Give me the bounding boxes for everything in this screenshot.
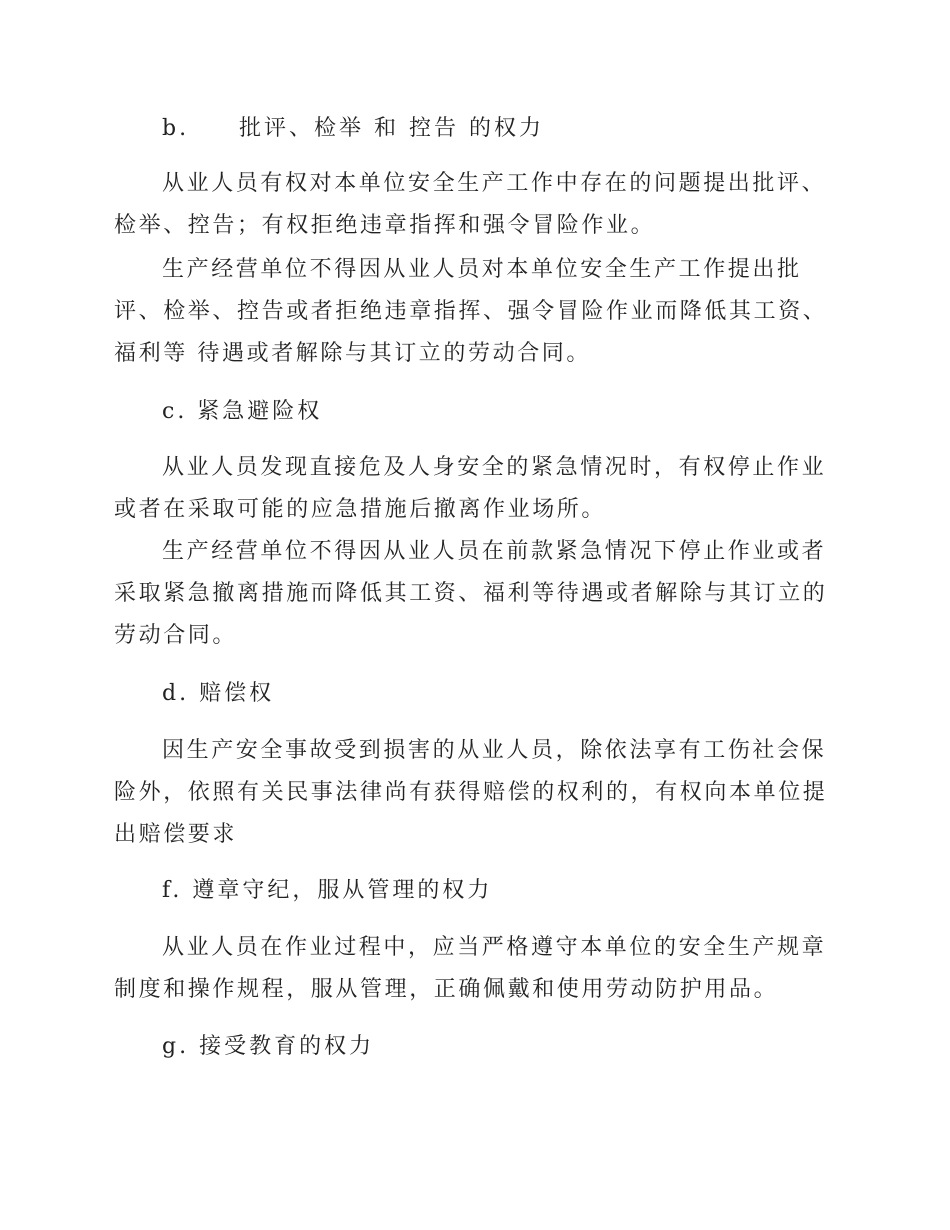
section-c-paragraph-2-line-2: 采取紧急撤离措施而降低其工资、福利等待遇或者解除与其订立的 (114, 581, 828, 606)
section-d-paragraph-1-line-1: 因生产安全事故受到损害的从业人员，除依法享有工伤社会保 (162, 738, 827, 763)
section-g-heading: g. 接受教育的权力 (162, 1034, 375, 1059)
section-c-paragraph-2-line-3: 劳动合同。 (114, 623, 238, 648)
section-b-paragraph-2-line-1: 生产经营单位不得因从业人员对本单位安全生产工作提出批 (162, 257, 802, 282)
section-b-paragraph-1-line-1: 从业人员有权对本单位安全生产工作中存在的问题提出批评、 (162, 171, 827, 196)
section-c-paragraph-1-line-1: 从业人员发现直接危及人身安全的紧急情况时，有权停止作业 (162, 455, 827, 480)
section-d-heading: d. 赔偿权 (162, 681, 275, 706)
section-f-paragraph-1-line-2: 制度和操作规程，服从管理，正确佩戴和使用劳动防护用品。 (114, 977, 779, 1002)
section-d-paragraph-1-line-2: 险外，依照有关民事法律尚有获得赔偿的权利的，有权向本单位提 (114, 780, 828, 805)
section-c-paragraph-2-line-1: 生产经营单位不得因从业人员在前款紧急情况下停止作业或者 (162, 539, 827, 564)
section-c-paragraph-1-line-2: 或者在采取可能的应急措施后撤离作业场所。 (114, 497, 607, 522)
section-b-paragraph-2-line-2: 评、检举、控告或者拒绝违章指挥、强令冒险作业而降低其工资、 (114, 299, 828, 324)
section-d-paragraph-1-line-3: 出赔偿要求 (114, 822, 238, 847)
section-c-heading: c. 紧急避险权 (162, 399, 323, 424)
section-b-paragraph-1-line-2: 检举、控告；有权拒绝违章指挥和强令冒险作业。 (114, 213, 656, 238)
section-f-heading: f. 遵章守纪，服从管理的权力 (162, 878, 493, 903)
section-b-paragraph-2-line-3: 福利等 待遇或者解除与其订立的劳动合同。 (114, 341, 591, 366)
section-f-paragraph-1-line-1: 从业人员在作业过程中，应当严格遵守本单位的安全生产规章 (162, 935, 827, 960)
section-b-heading: b. 批评、检举 和 控告 的权力 (162, 116, 545, 141)
